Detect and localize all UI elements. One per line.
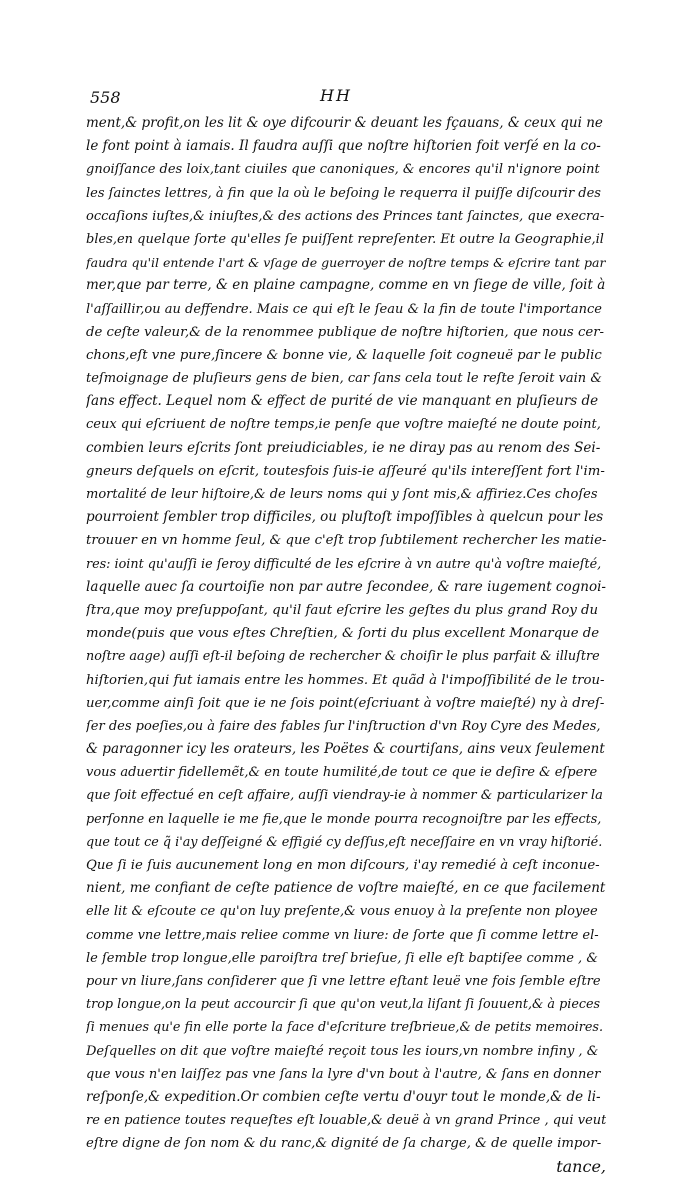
text-line: faudra qu'il entende l'art & vſage de guerroyer de noſtre temps & eſcrire tant par bbox=[86, 255, 606, 271]
text-line: vous aduertir fidellemẽt,& en toute humilité,de tout ce que ie deſire & eſpere bbox=[86, 765, 598, 781]
text-line: eſtre digne de ſon nom & du ranc,& dignité de ſa charge, & de quelle impor- bbox=[86, 1136, 602, 1152]
text-line: l'aſſaillir,ou au deffendre. Mais ce qui eſt le ſeau & la fin de toute l'importance bbox=[86, 301, 602, 317]
text-line: ceux qui eſcriuent de noſtre temps,ie penſe que voſtre maieſté ne doute point, bbox=[86, 417, 601, 433]
text-line: trouuer en vn homme ſeul, & que c'eſt trop ſubtilement rechercher les matie- bbox=[86, 533, 606, 549]
text-line: perſonne en laquelle ie me fie,que le monde pourra recognoiſtre par les effects, bbox=[86, 811, 602, 827]
text-line: occaſions iuſtes,& iniuſtes,& des actions des Princes tant ſainctes, que execra- bbox=[86, 208, 605, 224]
text-line: gnoiſſance des loix,tant ciuiles que canoniques, & encores qu'il n'ignore point bbox=[86, 162, 600, 178]
page-number: 558 bbox=[90, 88, 121, 107]
text-line: noſtre aage) auſſi eſt-il beſoing de rechercher & choiſir le plus parfait & illuſtre bbox=[86, 649, 600, 665]
text-line: elle lit & eſcoute ce qu'on luy preſente,& vous enuoy à la preſente non ployee bbox=[86, 904, 598, 920]
text-line: le ſemble trop longue,elle paroiſtra treſ brieſue, ſi elle eſt baptiſee comme , & bbox=[86, 950, 598, 966]
text-line: ment,& profit,on les lit & oye difcourir & deuant les fçauans, & ceux qui ne bbox=[86, 115, 603, 131]
text-line: hiſtorien,qui fut iamais entre les hommes. Et quãd à l'impoſſibilité de le trou- bbox=[86, 672, 605, 688]
text-line: reſponſe,& expedition.Or combien ceſte vertu d'ouyr tout le monde,& de li- bbox=[86, 1088, 601, 1105]
text-line: laquelle auec ſa courtoiſie non par autre ſecondee, & rare iugement cognoi- bbox=[86, 578, 606, 595]
text-line: uer,comme ainſi ſoit que ie ne ſois point(eſcriuant à voſtre maieſté) ny à dreſ- bbox=[86, 695, 605, 711]
signature-mark: HH bbox=[320, 86, 352, 105]
text-line: que tout ce q̃ i'ay deſſeigné & effigié cy deſſus,eſt neceſſaire en vn vray hiſtorié. bbox=[86, 834, 603, 850]
text-line: trop longue,on la peut accourcir ſi que qu'on veut,la liſant ſi ſouuent,& à pieces bbox=[86, 997, 601, 1013]
text-line: Deſquelles on dit que voſtre maieſté reçoit tous les iours,vn nombre infiny , & bbox=[86, 1043, 599, 1059]
text-line: mortalité de leur hiſtoire,& de leurs noms qui y ſont mis,& affiriez.Ces choſes bbox=[86, 487, 598, 502]
text-line: le font point à iamais. Il faudra auſſi que noſtre hiſtorien foit verſé en la co- bbox=[86, 138, 601, 155]
text-line: les ſainctes lettres, à fin que la où le beſoing le requerra il puiſſe diſcourir des bbox=[86, 185, 601, 201]
text-line: gneurs deſquels on eſcrit, toutesfois ſuis-ie aſſeuré qu'ils intereſſent fort l'im- bbox=[86, 463, 605, 479]
text-line: que ſoit effectué en ceſt affaire, auſſi viendray-ie à nommer & particularizer la bbox=[86, 788, 603, 804]
text-line: ſtra,que moy preſuppoſant, qu'il faut eſcrire les geſtes du plus grand Roy du bbox=[86, 602, 599, 618]
text-line: teſmoignage de pluſieurs gens de bien, car ſans cela tout le reſte ſeroit vain & bbox=[86, 371, 602, 387]
text-line: pourroient ſembler trop difficiles, ou pluſtoſt impoſſibles à quelcun pour les bbox=[86, 509, 604, 526]
text-line: re en patience toutes requeſtes eſt louable,& deuë à vn grand Prince , qui veut bbox=[86, 1113, 606, 1129]
text-line: combien leurs eſcrits ſont preiudiciables, ie ne diray pas au renom des Sei- bbox=[86, 439, 601, 456]
body-text bbox=[86, 112, 606, 1179]
text-line: que vous n'en laiſſez pas vne ſans la lyre d'vn bout à l'autre, & ſans en donner bbox=[86, 1066, 601, 1082]
catchword: tance, bbox=[556, 1157, 606, 1177]
text-line: & paragonner icy les orateurs, les Poëtes & courtiſans, ains veux ſeulement bbox=[86, 741, 605, 758]
text-line: nient, me confiant de ceſte patience de voſtre maieſté, en ce que facilement bbox=[86, 880, 606, 897]
text-line: comme vne lettre,mais reliee comme vn liure: de ſorte que ſi comme lettre el- bbox=[86, 927, 599, 943]
text-line: ſi menues qu'e fin elle porte la face d'eſcriture treſbrieue,& de petits memoires. bbox=[86, 1020, 603, 1036]
text-line: mer,que par terre, & en plaine campagne, comme en vn ſiege de ville, ſoit à bbox=[86, 277, 606, 294]
text-line: res: ioint qu'auſſi ie ſeroy difficulté de les eſcrire à vn autre qu'à voſtre maieſté, bbox=[86, 556, 602, 572]
page-header bbox=[90, 86, 610, 110]
text-line: Que ſi ie ſuis aucunement long en mon diſcours, i'ay remedié à ceſt inconue- bbox=[86, 858, 600, 873]
text-line: monde(puis que vous eſtes Chreſtien, & ſorti du plus excellent Monarque de bbox=[86, 626, 600, 642]
text-line: ſer des poeſies,ou à faire des fables ſur l'inſtruction d'vn Roy Cyre des Medes, bbox=[86, 718, 601, 734]
text-line: bles,en quelque ſorte qu'elles ſe puiſſent repreſenter. Et outre la Geographie,il bbox=[86, 231, 604, 247]
text-line: de ceſte valeur,& de la renommee publique de noſtre hiſtorien, que nous cer- bbox=[86, 324, 605, 340]
text-line: ſans effect. Lequel nom & effect de purité de vie manquant en pluſieurs de bbox=[86, 393, 599, 410]
text-line: pour vn liure,ſans conſiderer que ſi vne lettre eſtant leuë vne fois ſemble eſtre bbox=[86, 973, 601, 989]
text-line: chons,eſt vne pure,ſincere & bonne vie, & laquelle ſoit cogneuë par le public bbox=[86, 347, 602, 363]
